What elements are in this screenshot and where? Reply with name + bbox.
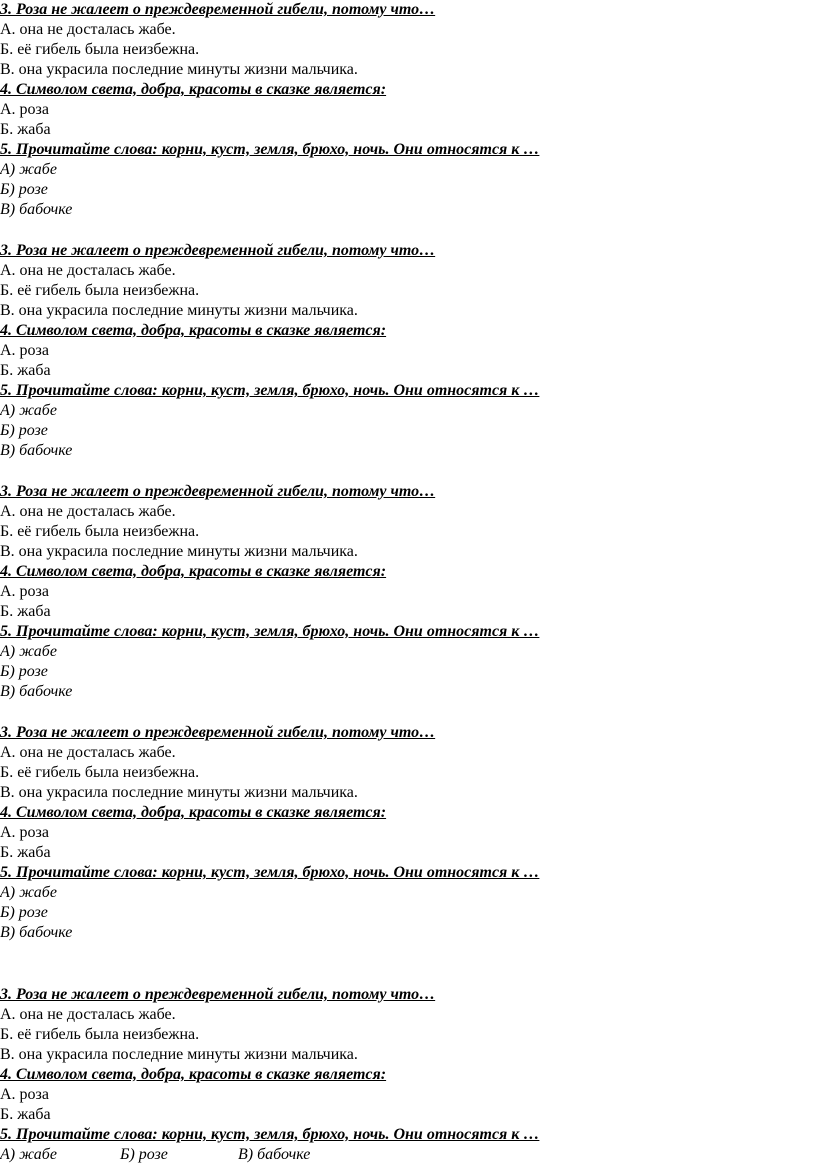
question-3-title: 3. Роза не жалеет о преждевременной гибели, потому что… — [0, 242, 436, 259]
question-4-title: 4. Символом света, добра, красоты в сказке является: — [0, 563, 387, 580]
question-3-option-a: А. она не досталась жабе. — [0, 21, 176, 38]
question-3-option-b: Б. её гибель была неизбежна. — [0, 523, 200, 540]
question-4-title: 4. Символом света, добра, красоты в сказке является: — [0, 81, 387, 98]
question-5-option-b: Б) розе — [0, 904, 48, 921]
question-5-title: 5. Прочитайте слова: корни, куст, земля, брюхо, ночь. Они относятся к … — [0, 1126, 540, 1143]
question-5-option-c: В) бабочке — [0, 924, 73, 941]
question-5-option-a: А) жабе — [0, 1146, 57, 1163]
question-4-option-b: Б. жаба — [0, 362, 51, 379]
question-3-option-a: А. она не досталась жабе. — [0, 503, 176, 520]
question-3-title: 3. Роза не жалеет о преждевременной гибели, потому что… — [0, 483, 436, 500]
question-4-option-b: Б. жаба — [0, 121, 51, 138]
question-3-option-b: Б. её гибель была неизбежна. — [0, 41, 200, 58]
question-3-title: 3. Роза не жалеет о преждевременной гибели, потому что… — [0, 1, 436, 18]
question-3-option-b: Б. её гибель была неизбежна. — [0, 764, 200, 781]
question-3-option-c: В. она украсила последние минуты жизни мальчика. — [0, 784, 358, 801]
question-5-option-a: А) жабе — [0, 643, 57, 660]
question-3-option-b: Б. её гибель была неизбежна. — [0, 1026, 200, 1043]
question-4-title: 4. Символом света, добра, красоты в сказке является: — [0, 322, 387, 339]
question-4-title: 4. Символом света, добра, красоты в сказке является: — [0, 1066, 387, 1083]
question-4-option-a: А. роза — [0, 101, 49, 118]
question-5-option-c: В) бабочке — [238, 1146, 311, 1163]
question-5-title: 5. Прочитайте слова: корни, куст, земля, брюхо, ночь. Они относятся к … — [0, 623, 540, 640]
question-5-option-b: Б) розе — [0, 422, 48, 439]
question-5-option-a: А) жабе — [0, 402, 57, 419]
question-4-title: 4. Символом света, добра, красоты в сказке является: — [0, 804, 387, 821]
question-4-option-a: А. роза — [0, 583, 49, 600]
question-5-option-c: В) бабочке — [0, 201, 73, 218]
question-5-option-b: Б) розе — [0, 663, 48, 680]
question-5-option-a: А) жабе — [0, 161, 57, 178]
question-5-option-c: В) бабочке — [0, 683, 73, 700]
question-3-option-a: А. она не досталась жабе. — [0, 1006, 176, 1023]
question-4-option-a: А. роза — [0, 342, 49, 359]
question-3-option-c: В. она украсила последние минуты жизни мальчика. — [0, 61, 358, 78]
question-3-option-c: В. она украсила последние минуты жизни мальчика. — [0, 302, 358, 319]
question-5-title: 5. Прочитайте слова: корни, куст, земля, брюхо, ночь. Они относятся к … — [0, 382, 540, 399]
question-3-title: 3. Роза не жалеет о преждевременной гибели, потому что… — [0, 724, 436, 741]
question-5-option-b: Б) розе — [0, 181, 48, 198]
question-3-option-a: А. она не досталась жабе. — [0, 262, 176, 279]
question-4-option-b: Б. жаба — [0, 844, 51, 861]
question-3-option-b: Б. её гибель была неизбежна. — [0, 282, 200, 299]
question-5-title: 5. Прочитайте слова: корни, куст, земля, брюхо, ночь. Они относятся к … — [0, 141, 540, 158]
question-4-option-a: А. роза — [0, 824, 49, 841]
question-3-title: 3. Роза не жалеет о преждевременной гибели, потому что… — [0, 986, 436, 1003]
question-5-option-a: А) жабе — [0, 884, 57, 901]
question-5-option-b: Б) розе — [120, 1146, 168, 1163]
question-5-title: 5. Прочитайте слова: корни, куст, земля, брюхо, ночь. Они относятся к … — [0, 864, 540, 881]
question-4-option-b: Б. жаба — [0, 603, 51, 620]
question-5-options-row — [0, 1145, 816, 1165]
question-4-option-a: А. роза — [0, 1086, 49, 1103]
question-5-option-c: В) бабочке — [0, 442, 73, 459]
question-3-option-a: А. она не досталась жабе. — [0, 744, 176, 761]
question-3-option-c: В. она украсила последние минуты жизни мальчика. — [0, 1046, 358, 1063]
question-3-option-c: В. она украсила последние минуты жизни мальчика. — [0, 543, 358, 560]
question-4-option-b: Б. жаба — [0, 1106, 51, 1123]
